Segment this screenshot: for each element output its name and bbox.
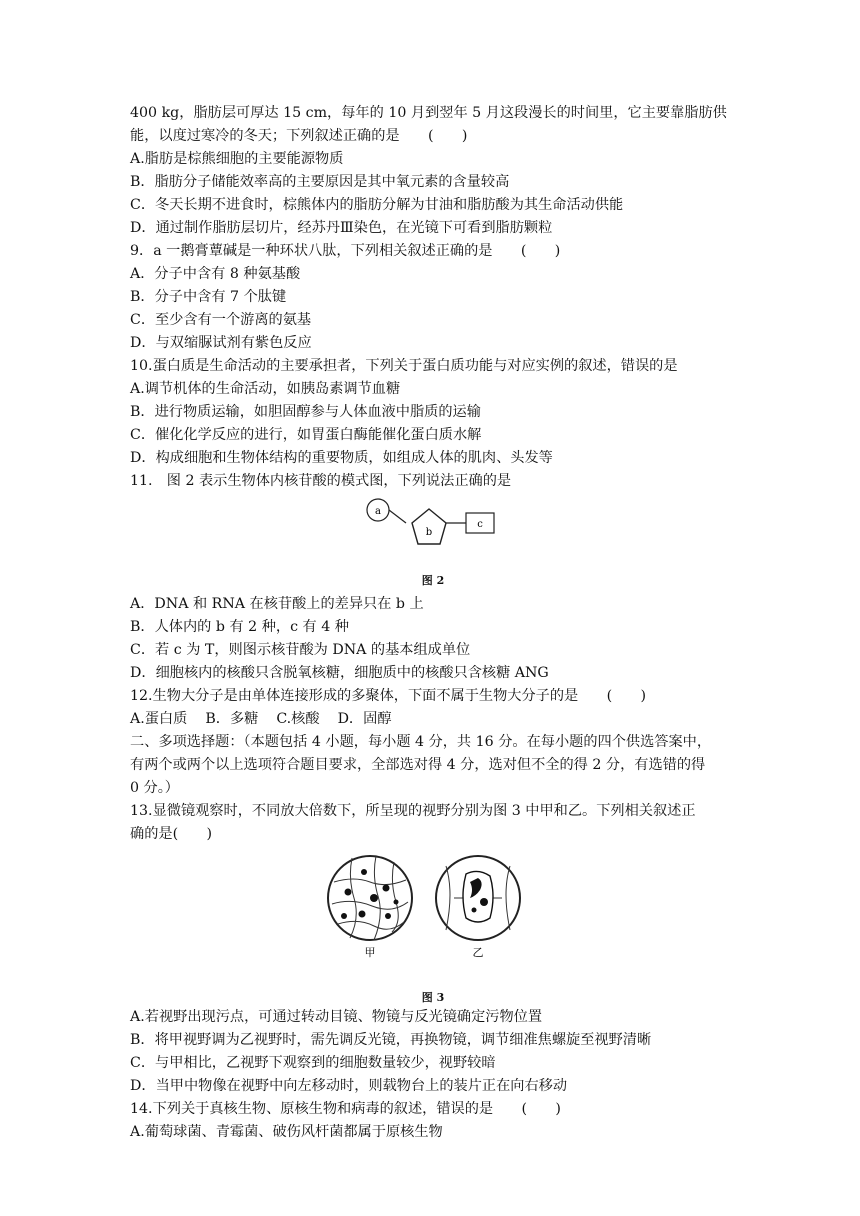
section-2-heading: 二、多项选择题：（本题包括 4 小题，每小题 4 分，共 16 分。在每小题的四个供选答案中， xyxy=(130,734,712,750)
q12-option-d: D．固醇 xyxy=(337,711,392,727)
q9-option-b: B．分子中含有 7 个肽键 xyxy=(130,289,287,305)
q12-stem: 12.生物大分子是由单体连接形成的多聚体，下面不属于生物大分子的是 ( ) xyxy=(130,688,647,704)
section-2-instructions: 0 分。） xyxy=(130,780,179,796)
q9-option-a: A．分子中含有 8 种氨基酸 xyxy=(130,266,301,282)
q8-option-a: A.脂肪是棕熊细胞的主要能源物质 xyxy=(130,151,344,167)
field-yi xyxy=(436,856,520,959)
label-c: c xyxy=(477,519,483,530)
q13-stem: 13.显微镜观察时，不同放大倍数下，所呈现的视野分别为图 3 中甲和乙。下列相关叙述正 xyxy=(130,803,696,819)
q14-stem: 14.下列关于真核生物、原核生物和病毒的叙述，错误的是 ( ) xyxy=(130,1101,561,1117)
cell-nucleus xyxy=(359,911,366,918)
cell-nucleus xyxy=(345,889,352,896)
figure-2-nucleotide xyxy=(130,493,736,593)
q10-option-c: C．催化化学反应的进行，如胃蛋白酶能催化蛋白质水解 xyxy=(130,427,482,443)
q8-option-d: D．通过制作脂肪层切片，经苏丹Ⅲ染色，在光镜下可看到脂肪颗粒 xyxy=(130,220,553,236)
q13-option-d: D．当甲中物像在视野中向左移动时，则载物台上的装片正在向右移动 xyxy=(130,1078,568,1094)
label-yi: 乙 xyxy=(472,946,484,959)
q11-option-a: A．DNA 和 RNA 在核苷酸上的差异只在 b 上 xyxy=(130,596,424,612)
label-a: a xyxy=(375,506,381,517)
q9-option-c: C．至少含有一个游离的氨基 xyxy=(130,312,312,328)
figure-3-microscope-views xyxy=(130,846,736,1006)
q13-option-c: C．与甲相比，乙视野下观察到的细胞数量较少，视野较暗 xyxy=(130,1055,496,1071)
enlarged-organelle xyxy=(472,908,477,913)
field-jia xyxy=(328,856,412,959)
intro-line: 400 kg，脂肪层可厚达 15 cm，每年的 10 月到翌年 5 月这段漫长的时间里，它主要靠脂肪供 xyxy=(130,105,727,121)
q10-option-a: A.调节机体的生命活动，如胰岛素调节血糖 xyxy=(130,381,401,397)
label-b: b xyxy=(425,527,433,538)
q13-option-b: B．将甲视野调为乙视野时，需先调反光镜，再换物镜，调节细准焦螺旋至视野清晰 xyxy=(130,1032,652,1048)
q11-stem: 11. 图 2 表示生物体内核苷酸的模式图，下列说法正确的是 xyxy=(130,473,512,489)
q12-options xyxy=(130,708,736,731)
enlarged-organelle xyxy=(480,898,488,906)
section-2-instructions: 有两个或两个以上选项符合题目要求，全部选对得 4 分，选对但不全的得 2 分，有选错的得 xyxy=(130,757,706,773)
label-jia: 甲 xyxy=(364,946,376,959)
q13-stem: 确的是( ) xyxy=(130,826,213,842)
q10-option-d: D．构成细胞和生物体结构的重要物质，如组成人体的肌肉、头发等 xyxy=(130,450,553,466)
q8-option-c: C．冬天长期不进食时，棕熊体内的脂肪分解为甘油和脂肪酸为其生命活动供能 xyxy=(130,197,624,213)
q9-stem: 9．a 一鹅膏蕈碱是一种环状八肽，下列相关叙述正确的是 ( ) xyxy=(130,243,561,259)
q10-stem: 10.蛋白质是生命活动的主要承担者，下列关于蛋白质功能与对应实例的叙述，错误的是 xyxy=(130,358,678,374)
q8-option-b: B．脂肪分子储能效率高的主要原因是其中氧元素的含量较高 xyxy=(130,174,510,190)
intro-line: 能，以度过寒冷的冬天；下列叙述正确的是 ( ) xyxy=(130,128,468,144)
q12-option-b: B．多糖 xyxy=(205,711,259,727)
q11-option-d: D．细胞核内的核酸只含脱氧核糖，细胞质中的核酸只含核糖 ANG xyxy=(130,665,549,681)
q11-option-b: B．人体内的 b 有 2 种，c 有 4 种 xyxy=(130,619,349,635)
nucleotide-diagram xyxy=(362,497,502,567)
q12-option-c: C.核酸 xyxy=(276,711,320,727)
cell-nucleus xyxy=(385,913,391,919)
figure-3-caption: 图 3 xyxy=(421,991,445,1004)
exam-content xyxy=(130,102,736,1144)
q14-option-a: A.葡萄球菌、青霉菌、破伤风杆菌都属于原核生物 xyxy=(130,1124,443,1140)
q12-option-a: A.蛋白质 xyxy=(130,711,188,727)
cell-nucleus xyxy=(394,900,399,905)
bond-line-ab xyxy=(389,510,406,523)
cell-nucleus xyxy=(361,869,367,875)
q11-option-c: C．若 c 为 T，则图示核苷酸为 DNA 的基本组成单位 xyxy=(130,642,471,658)
q13-option-a: A.若视野出现污点，可通过转动目镜、物镜与反光镜确定污物位置 xyxy=(130,1009,543,1025)
q10-option-b: B．进行物质运输，如胆固醇参与人体血液中脂质的运输 xyxy=(130,404,481,420)
cell-nucleus xyxy=(383,885,390,892)
figure-2-caption: 图 2 xyxy=(421,574,445,587)
cell-nucleus xyxy=(341,913,347,919)
q9-option-d: D．与双缩脲试剂有紫色反应 xyxy=(130,335,312,351)
microscope-fields xyxy=(324,852,524,982)
cell-nucleus xyxy=(370,894,378,902)
